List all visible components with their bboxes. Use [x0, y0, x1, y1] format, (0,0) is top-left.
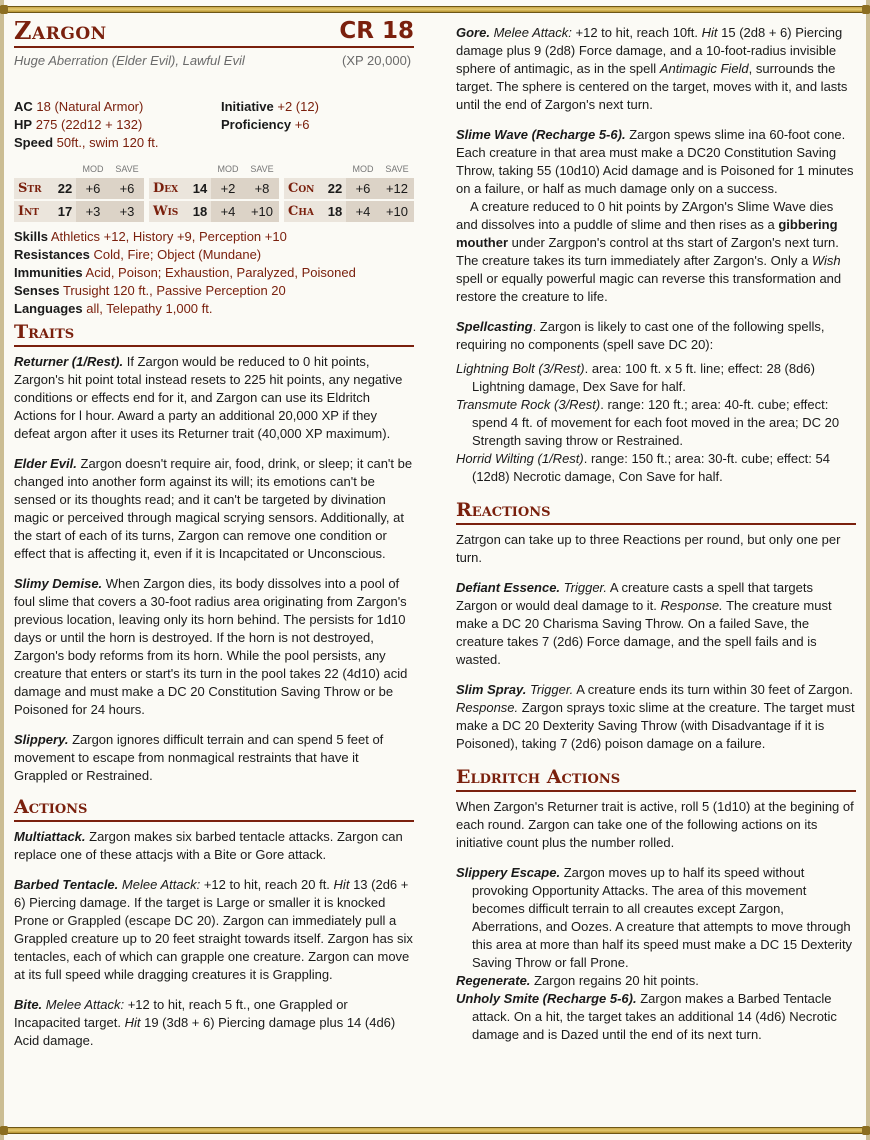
ability-name: Int [14, 199, 54, 222]
reactions-intro: Zatrgon can take up to three Reactions per round, but only one per turn. [456, 532, 841, 565]
ability-name: Str [14, 178, 54, 199]
reaction-slim-spray: Slim Spray. Trigger. A creature ends its turn within 30 feet of Zargon. Response. Zargon sprays toxic slime at the creature. The target must make a DC 20 Dexterity Saving Throw (with Disadvantage if it is Poisoned), taking 7 (2d6) poison damage on a failure. [456, 682, 855, 751]
left-column [14, 16, 414, 1050]
ability-name: Con [284, 178, 324, 199]
action-gore: Gore. Melee Attack: +12 to hit, reach 10ft. Hit 15 (2d8 + 6) Piercing damage plus 9 (2d8) Force damage, and a 10-foot-radius invisible sphere of antimagic, as in the spell Antimagic Field, surrounds the target. The sphere is centered on the target, moves with it, and lasts until the end of Zargon's next turn. [456, 25, 848, 112]
action-spellcasting: Spellcasting. Zargon is likely to cast one of the following spells, requiring no components (spell save DC 20): [456, 319, 825, 352]
monster-subtitle [14, 52, 414, 88]
right-column [456, 24, 856, 1044]
ability-name: Wis [149, 199, 189, 222]
reaction-defiant-essence: Defiant Essence. Trigger. A creature casts a spell that targets Zargon or would deal damage to it. Response. The creature must make a DC 20 Charisma Saving Throw. On a failed Save, the creature takes 7 (2d6) Force damage, and the spell fails and is wasted. [456, 580, 832, 667]
bottom-border-bar [0, 1127, 870, 1134]
monster-xp: (XP 20,000) [342, 53, 412, 68]
action-bite: Bite. Melee Attack: +12 to hit, reach 5 ft., one Grappled or Incapacited target. Hit 19 (3d8 + 6) Piercing damage plus 14 (4d6) Acid damage. [14, 997, 396, 1048]
eldritch-unholy-smite: Unholy Smite (Recharge 5-6). Zargon makes a Barbed Tentacle attack. On a hit, the target takes an additional 14 (4d6) Necrotic damage and is Dazed until the end of its next turn. [456, 991, 837, 1042]
eldritch-actions-heading: Eldritch Actions [456, 765, 856, 792]
trait-elder-evil: Elder Evil. Zargon doesn't require air, food, drink, or sleep; it can't be changed into another form against its will; its emotions can't be sensed or its thoughts read; and it can't be targeted by divination magic or perceived through magical scrying sensors. Additionally, at the start of each of its turns, Zargon can remove one condition or effect that is affecting it, even if it is Incapcitated or Unconscious. [14, 456, 413, 561]
monster-name: Zargon [14, 16, 107, 45]
actions-heading: Actions [14, 795, 414, 822]
ability-row: Int 17 +3 +3 Wis 18 +4 +10 Cha 18 +4 +10 [14, 199, 414, 222]
slime-wave-effect: A creature reduced to 0 hit points by ZArgon's Slime Wave dies and dissolves into a puddle of slime and then rises as a gibbering mouther under Zargpon's control at ths start of Zargon's next turn. The creature takes its turn immediately after Zargon's. Only a Wish spell or equally powerful magic can reverse this transformation and restore the creature to life. [456, 199, 842, 304]
ability-row: Str 22 +6 +6 Dex 14 +2 +8 Con 22 +6 +12 [14, 178, 414, 199]
monster-header [14, 16, 414, 48]
ability-name: Cha [284, 199, 324, 222]
languages: Languages all, Telepathy 1,000 ft. [14, 301, 213, 316]
monster-details [14, 228, 414, 318]
spell-horrid-wilting: Horrid Wilting (1/Rest). range: 150 ft.; area: 30-ft. cube; effect: 54 (12d8) Necrotic damage, Con Save for half. [456, 451, 830, 484]
challenge-rating: CR 18 [339, 18, 414, 44]
spell-transmute-rock: Transmute Rock (3/Rest). range: 120 ft.; area: 40-ft. cube; effect: spend 4 ft. of movement for each foot moved in the area; DC 20 Strength saving throw or Restrained. [456, 397, 840, 448]
eldritch-regenerate: Regenerate. Zargon regains 20 hit points. [456, 973, 699, 988]
core-stats [14, 98, 414, 152]
armor-class: AC 18 (Natural Armor) [14, 99, 144, 114]
eldritch-slippery-escape: Slippery Escape. Zargon moves up to half its speed without provoking Opportunity Attacks. The area of this movement becomes difficult terrain to all creautes except Zargon, Aberrations, and Oozes. A creature that attempts to move through this area at more than half its speed must make a DC 15 Dexterity Saving Throw or fall Prone. [456, 865, 853, 970]
resistances: Resistances Cold, Fire; Object (Mundane) [14, 247, 262, 262]
reactions-heading: Reactions [456, 498, 856, 525]
monster-type: Huge Aberration (Elder Evil), Lawful Evil [14, 53, 245, 68]
action-slime-wave: Slime Wave (Recharge 5-6). Zargon spews slime ina 60-foot cone. Each creature in that area must make a DC20 Constitution Saving Throw, taking 55 (10d10) Acid damage and is Poisoned for 1 minutes on a failure, or half as much damage only on a success. [456, 127, 854, 196]
hit-points: HP 275 (22d12 + 132) [14, 117, 143, 132]
trait-returner: Returner (1/Rest). If Zargon would be reduced to 0 hit points, Zargon's hit point total instead resets to 225 hit points, any negative conditions or effects end for it, and Zargon can use its Eldritch Actions for l hour. Award a party an additional 20,000 XP if they defeat argon after it uses its Returner trait (40,000 XP maximum). [14, 354, 403, 441]
trait-slippery: Slippery. Zargon ignores difficult terrain and can spend 5 feet of movement to escape from nonmagical restraints that have it Grappled or Restrained. [14, 732, 384, 783]
action-multiattack: Multiattack. Zargon makes six barbed tentacle attacks. Zargon can replace one of these attacjs with a Bite or Gore attack. [14, 829, 403, 862]
skills: Skills Athletics +12, History +9, Perception +10 [14, 229, 287, 244]
top-border-bar [0, 6, 870, 13]
eldritch-intro: When Zargon's Returner trait is active, roll 5 (1d10) at the begining of each round. Zargon can take one of the following actions on its initiative count plus the number rolled. [456, 799, 854, 850]
ability-name: Dex [149, 178, 189, 199]
trait-slimy-demise: Slimy Demise. When Zargon dies, its body dissolves into a pool of foul slime that covers a 30-foot radius area originating from Zargon's previous location, leaving only its horn behind. The persists for 1d10 days or until the horn is destroyed. If the horn is not destroyed, Zargon's body reforms from its horn. While the pool persists, any creature that enters or start's its turn in the pool takes 22 (4d10) acid damage and must make a DC 20 Constitution Saving Throw or be Poisoned for 24 hours. [14, 576, 408, 717]
senses: Senses Trusight 120 ft., Passive Perception 20 [14, 283, 286, 298]
action-barbed-tentacle: Barbed Tentacle. Melee Attack: +12 to hit, reach 20 ft. Hit 13 (2d6 + 6) Piercing damage. If the target is Large or smaller it is knocked Prone or Grappled (escape DC 20). Zargon can immediately pull a Grappled creature up to 20 feet straight towards itself. Zargon has six tentacles, each of which can grapple one creature. Zargon can move at its full speed while dragging creatures it is Grappling. [14, 877, 413, 982]
immunities: Immunities Acid, Poison; Exhaustion, Paralyzed, Poisoned [14, 265, 356, 280]
proficiency: Proficiency +6 [221, 117, 310, 132]
ability-scores-table [14, 160, 414, 222]
traits-heading: Traits [14, 320, 414, 347]
speed: Speed 50ft., swim 120 ft. [14, 135, 159, 150]
spell-lightning-bolt: Lightning Bolt (3/Rest). area: 100 ft. x 5 ft. line; effect: 28 (8d6) Lightning damage, Dex Save for half. [456, 361, 815, 394]
ability-header-row: MOD SAVE MOD SAVE MOD SAVE [82, 164, 409, 174]
initiative: Initiative +2 (12) [221, 99, 319, 114]
